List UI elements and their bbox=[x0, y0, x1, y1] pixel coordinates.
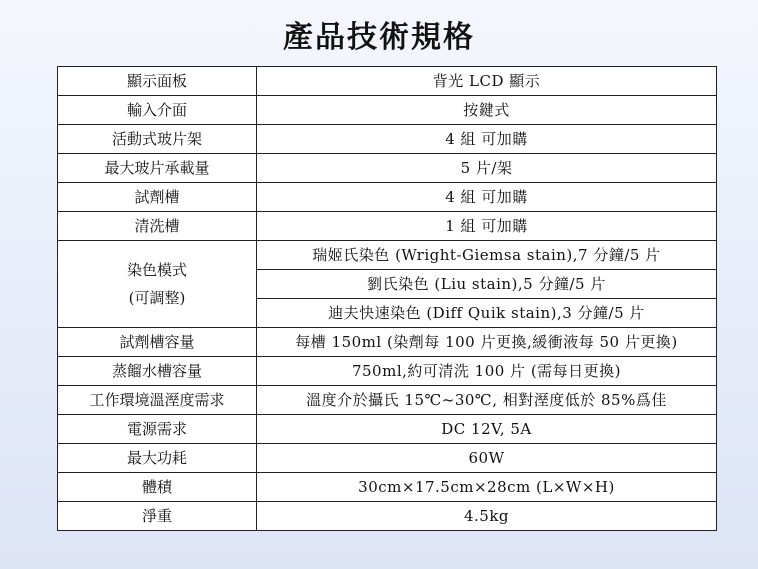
stain-mode-diff-quik: 迪夫快速染色 (Diff Quik stain),3 分鐘/5 片 bbox=[257, 299, 717, 328]
row-label-stain-mode bbox=[58, 241, 257, 328]
row-label-wash-tank: 清洗槽 bbox=[58, 212, 257, 241]
row-label-max-power: 最大功耗 bbox=[58, 444, 257, 473]
row-label-water-capacity: 蒸餾水槽容量 bbox=[58, 357, 257, 386]
table-row bbox=[58, 241, 717, 270]
table-row bbox=[58, 96, 717, 125]
row-value-input-interface: 按鍵式 bbox=[257, 96, 717, 125]
row-label-reagent-capacity: 試劑槽容量 bbox=[58, 328, 257, 357]
table-row bbox=[58, 328, 717, 357]
table-row bbox=[58, 357, 717, 386]
table-row bbox=[58, 212, 717, 241]
row-label-input-interface: 輸入介面 bbox=[58, 96, 257, 125]
row-value-slide-rack: 4 組 可加購 bbox=[257, 125, 717, 154]
row-label-power: 電源需求 bbox=[58, 415, 257, 444]
row-value-reagent-capacity: 每槽 150ml (染劑每 100 片更換,緩衝液每 50 片更換) bbox=[257, 328, 717, 357]
row-label-weight: 淨重 bbox=[58, 502, 257, 531]
row-label-dimensions: 體積 bbox=[58, 473, 257, 502]
row-label-max-slides: 最大玻片承載量 bbox=[58, 154, 257, 183]
row-value-display-panel: 背光 LCD 顯示 bbox=[257, 67, 717, 96]
table-row bbox=[58, 183, 717, 212]
page-title: 產品技術規格 bbox=[283, 20, 475, 55]
row-value-reagent-tank: 4 組 可加購 bbox=[257, 183, 717, 212]
row-value-max-power: 60W bbox=[257, 444, 717, 473]
row-label-display-panel: 顯示面板 bbox=[58, 67, 257, 96]
table-row bbox=[58, 444, 717, 473]
stain-mode-wright-giemsa: 瑞姬氏染色 (Wright-Giemsa stain),7 分鐘/5 片 bbox=[257, 241, 717, 270]
row-value-weight: 4.5kg bbox=[257, 502, 717, 531]
table-row bbox=[58, 154, 717, 183]
row-value-water-capacity: 750ml,約可清洗 100 片 (需每日更換) bbox=[257, 357, 717, 386]
row-value-wash-tank: 1 組 可加購 bbox=[257, 212, 717, 241]
table-row bbox=[58, 415, 717, 444]
row-value-dimensions: 30cm×17.5cm×28cm (L×W×H) bbox=[257, 473, 717, 502]
row-label-environment: 工作環境溫溼度需求 bbox=[58, 386, 257, 415]
row-label-slide-rack: 活動式玻片架 bbox=[58, 125, 257, 154]
table-row bbox=[58, 386, 717, 415]
spec-table bbox=[57, 66, 717, 531]
table-row bbox=[58, 473, 717, 502]
table-row bbox=[58, 502, 717, 531]
stain-mode-label: 染色模式 bbox=[126, 261, 187, 279]
table-row bbox=[58, 67, 717, 96]
row-value-max-slides: 5 片/架 bbox=[257, 154, 717, 183]
table-row bbox=[58, 125, 717, 154]
stain-mode-liu: 劉氏染色 (Liu stain),5 分鐘/5 片 bbox=[257, 270, 717, 299]
stain-mode-sublabel: (可調整) bbox=[128, 289, 186, 307]
row-value-environment: 溫度介於攝氏 15℃~30℃, 相對溼度低於 85%爲佳 bbox=[257, 386, 717, 415]
row-label-reagent-tank: 試劑槽 bbox=[58, 183, 257, 212]
row-value-power: DC 12V, 5A bbox=[257, 415, 717, 444]
